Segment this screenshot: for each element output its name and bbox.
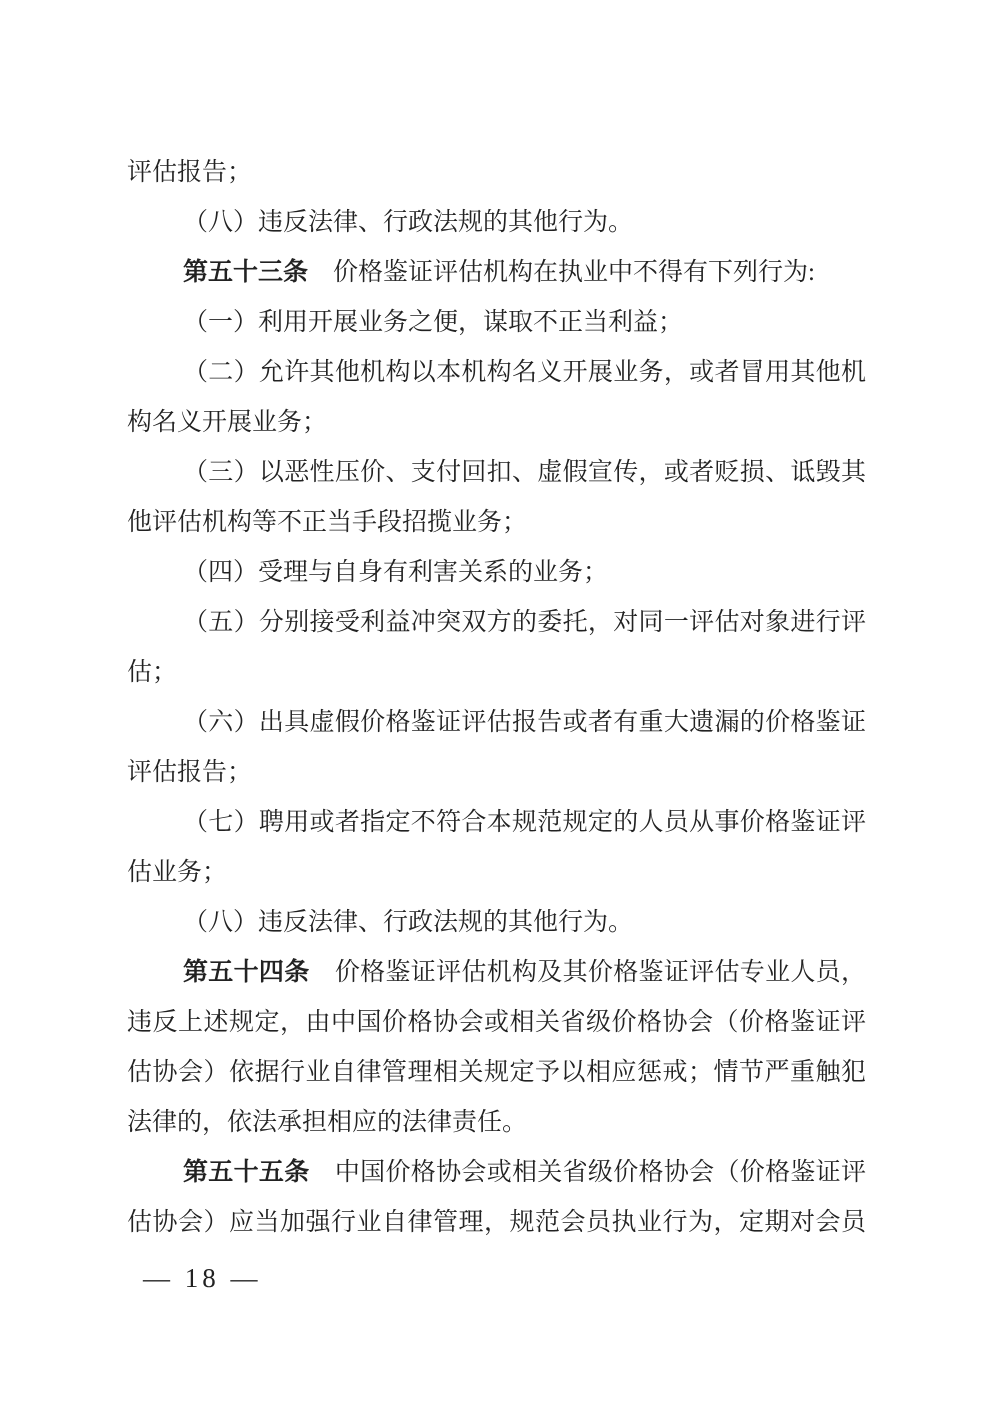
text-segment: 估协会）依据行业自律管理相关规定予以相应惩戒；情节严重触犯 (127, 1059, 866, 1086)
text-line (127, 448, 866, 498)
text-line (127, 1048, 866, 1098)
text-line (127, 598, 866, 648)
text-line (127, 1148, 866, 1198)
text-segment: 他评估机构等不正当手段招揽业务； (127, 509, 528, 536)
article-number: 第五十三条 (183, 259, 309, 286)
text-segment: （五）分别接受利益冲突双方的委托，对同一评估对象进行评 (183, 609, 866, 636)
text-segment: （四）受理与自身有利害关系的业务； (183, 559, 609, 586)
text-segment: 评估报告； (127, 759, 253, 786)
text-line (127, 248, 866, 298)
text-segment: 法律的，依法承担相应的法律责任。 (127, 1109, 528, 1136)
text-line (127, 148, 866, 198)
text-line (127, 748, 866, 798)
page-number: — 18 — (143, 1263, 262, 1293)
text-segment: 违反上述规定，由中国价格协会或相关省级价格协会（价格鉴证评 (127, 1009, 866, 1036)
text-segment: 估协会）应当加强行业自律管理，规范会员执业行为，定期对会员 (127, 1209, 866, 1236)
text-line (127, 848, 866, 898)
text-line (127, 798, 866, 848)
text-line (127, 398, 866, 448)
text-segment: 价格鉴证评估机构在执业中不得有下列行为: (308, 259, 815, 286)
text-segment: 评估报告； (127, 159, 253, 186)
text-segment: 估业务； (127, 859, 228, 886)
text-segment: （三）以恶性压价、支付回扣、虚假宣传，或者贬损、诋毁其 (183, 459, 866, 486)
article-number: 第五十四条 (183, 959, 310, 986)
text-line (127, 998, 866, 1048)
text-line (127, 298, 866, 348)
text-segment: 中国价格协会或相关省级价格协会（价格鉴证评 (309, 1159, 866, 1186)
text-segment: 估； (127, 659, 178, 686)
text-line (127, 1098, 866, 1148)
text-line (127, 898, 866, 948)
text-line (127, 498, 866, 548)
document-content (127, 148, 866, 1248)
article-number: 第五十五条 (183, 1159, 310, 1186)
text-line (127, 698, 866, 748)
text-line (127, 1198, 866, 1248)
text-segment: 价格鉴证评估机构及其价格鉴证评估专业人员， (309, 959, 866, 986)
text-segment: （六）出具虚假价格鉴证评估报告或者有重大遗漏的价格鉴证 (183, 709, 866, 736)
text-segment: （一）利用开展业务之便，谋取不正当利益； (183, 309, 684, 336)
text-segment: （二）允许其他机构以本机构名义开展业务，或者冒用其他机 (183, 359, 866, 386)
text-line (127, 548, 866, 598)
text-segment: 构名义开展业务； (127, 409, 328, 436)
text-line (127, 648, 866, 698)
text-line (127, 948, 866, 998)
text-segment: （七）聘用或者指定不符合本规范规定的人员从事价格鉴证评 (183, 809, 866, 836)
text-segment: （八）违反法律、行政法规的其他行为。 (183, 209, 634, 236)
text-line (127, 198, 866, 248)
page-footer (143, 1258, 262, 1298)
text-line (127, 348, 866, 398)
text-segment: （八）违反法律、行政法规的其他行为。 (183, 909, 634, 936)
